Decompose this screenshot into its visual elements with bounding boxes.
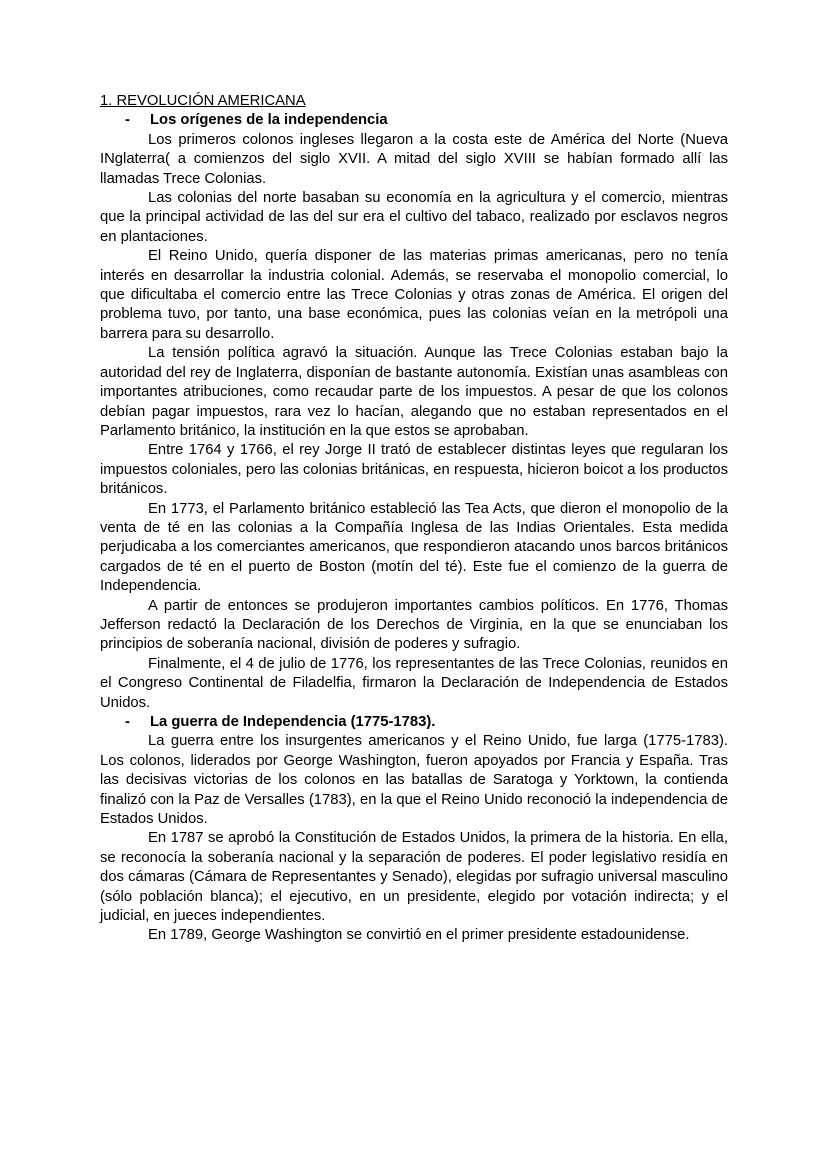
paragraph: Los primeros colonos ingleses llegaron a la costa este de América del Norte (Nueva INglaterra( a comienzos del siglo XVII. A mitad del siglo XVIII se habían formado allí las llamadas Trece Colonias. xyxy=(100,131,728,187)
paragraph: En 1787 se aprobó la Constitución de Estados Unidos, la primera de la historia. En ella, se reconocía la soberanía nacional y la separación de poderes. El poder legislativo residía en dos cámaras (Cámara de Representantes y Senado), elegidas por sufragio universal masculino (sólo población blanca); el ejecutivo, en un presidente, elegido por votación indirecta; y el judicial, en jueces independientes. xyxy=(100,830,728,925)
paragraph: En 1789, George Washington se convirtió en el primer presidente estadounidense. xyxy=(148,927,690,944)
paragraph: Entre 1764 y 1766, el rey Jorge II trató de establecer distintas leyes que regularan los impuestos coloniales, pero las colonias británicas, en respuesta, hicieron boicot a los productos británicos. xyxy=(100,442,728,498)
section-heading-label: Los orígenes de la independencia xyxy=(150,112,388,129)
document-title: 1. REVOLUCIÓN AMERICANA xyxy=(100,93,306,109)
bullet-dash: - xyxy=(125,112,130,129)
bullet-dash: - xyxy=(125,714,130,730)
paragraph: En 1773, el Parlamento británico estableció las Tea Acts, que dieron el monopolio de la venta de té en las colonias a la Compañía Inglesa de las Indias Orientales. Esta medida perjudicaba a los comerciantes americanos, que respondieron atacando unos barcos británicos cargados de té en el puerto de Boston (motín del té). Este fue el comienzo de la guerra de Independencia. xyxy=(100,500,728,595)
paragraph: A partir de entonces se produjeron importantes cambios políticos. En 1776, Thomas Jefferson redactó la Declaración de los Derechos de Virginia, en la que se enunciaban los principios de soberanía nacional, división de poderes y sufragio. xyxy=(100,597,728,653)
section-heading-war xyxy=(100,713,728,732)
paragraph: Las colonias del norte basaban su economía en la agricultura y el comercio, mientras que la principal actividad de las del sur era el cultivo del tabaco, realizado por esclavos negros en plantaciones. xyxy=(100,190,728,245)
paragraph: El Reino Unido, quería disponer de las materias primas americanas, pero no tenía interés en desarrollar la industria colonial. Además, se reservaba el monopolio comercial, lo que dificultaba el comercio entre las Trece Colonias y otras zonas de América. El origen del problema tuvo, por tanto, una base económica, pues las colonias veían en la metrópoli una barrera para su desarrollo. xyxy=(100,248,728,342)
paragraph: Finalmente, el 4 de julio de 1776, los representantes de las Trece Colonias, reunidos en el Congreso Continental de Filadelfia, firmaron la Declaración de Independencia de Estados Unidos. xyxy=(100,655,728,711)
paragraph: La guerra entre los insurgentes americanos y el Reino Unido, fue larga (1775-1783). Los colonos, liderados por George Washington, fueron apoyados por Francia y España. Tras las decisivas victorias de los colonos en las batallas de Saratoga y Yorktown, la contienda finalizó con la Paz de Versalles (1783), en la que el Reino Unido reconoció la independencia de Estados Unidos. xyxy=(100,733,728,828)
section-heading-origins xyxy=(100,111,728,130)
section-heading-label: La guerra de Independencia (1775-1783). xyxy=(150,714,436,730)
paragraph: La tensión política agravó la situación. Aunque las Trece Colonias estaban bajo la autoridad del rey de Inglaterra, disponían de bastante autonomía. Existían unas asambleas con importantes atribuciones, como recaudar parte de los impuestos. A pesar de que los colonos debían pagar impuestos, rara vez lo hacían, alegando que no estaban representados en el Parlamento británico, la institución en la que estos se aprobaban. xyxy=(100,345,728,439)
